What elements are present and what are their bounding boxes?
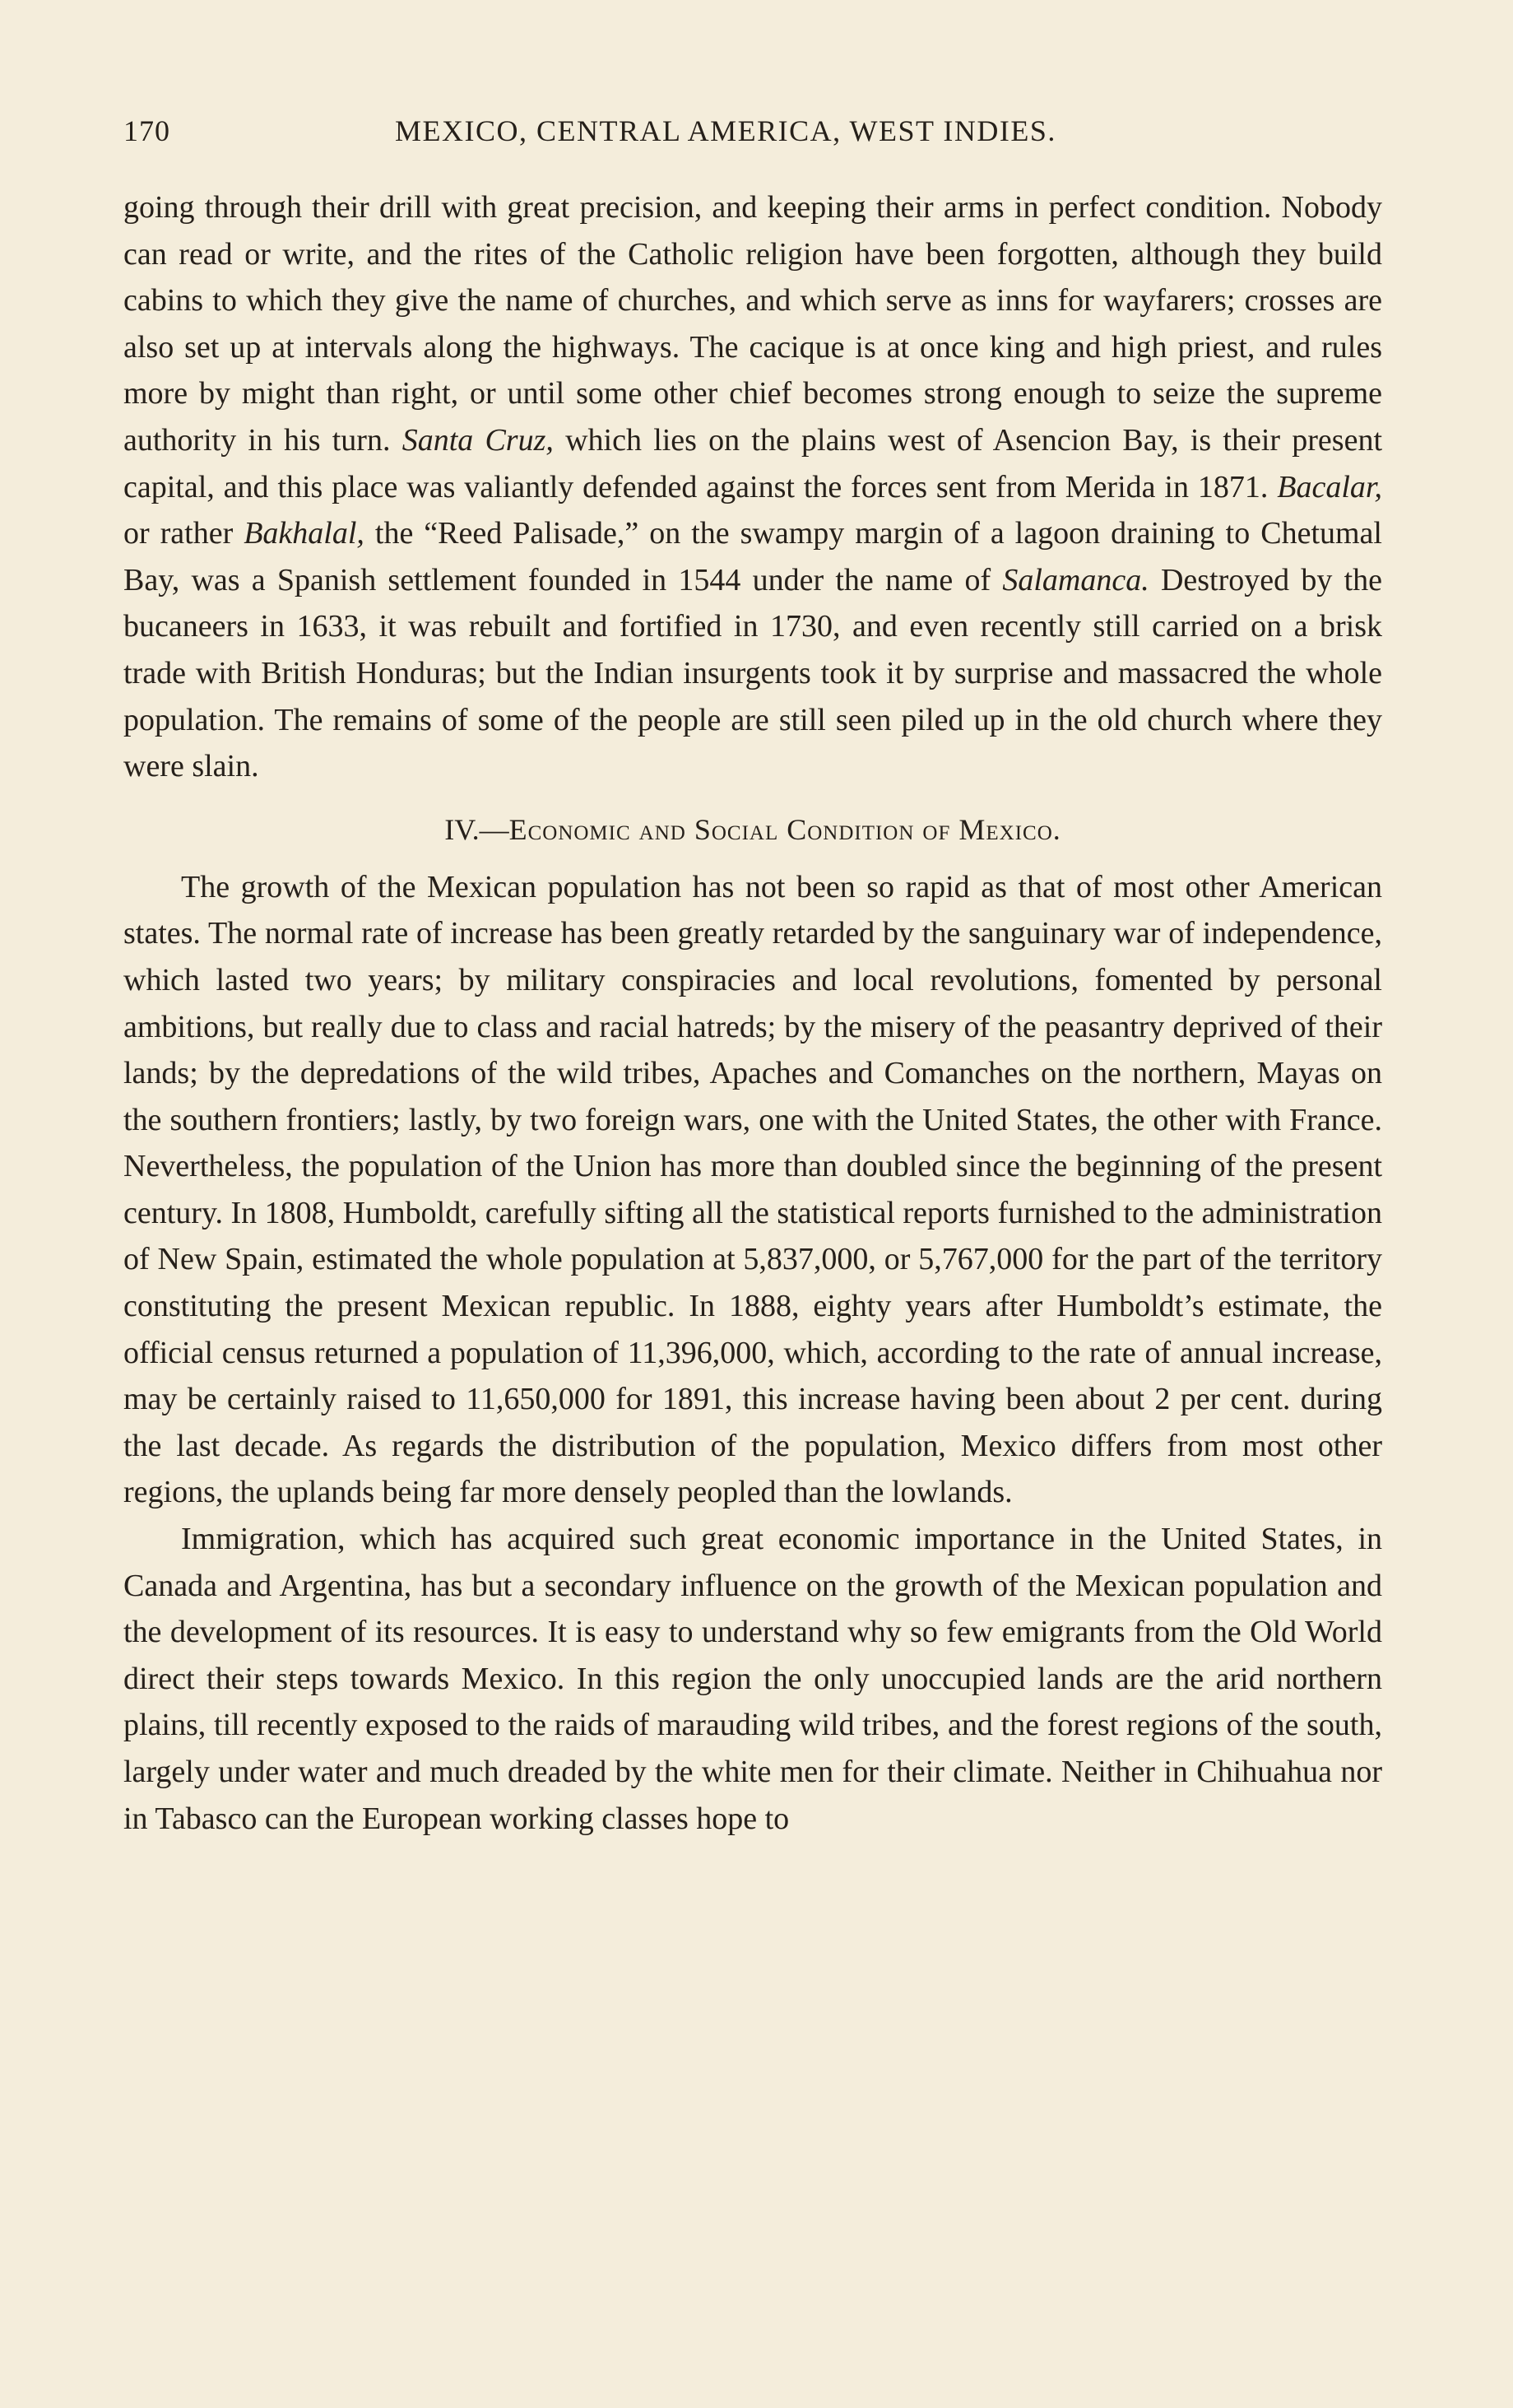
- paragraph-1-text-2: which lies on the plains west of Asencion Bay, is their present capital, and this place was valiantly defended against the forces sent from Merida in 1871.: [123, 422, 1383, 504]
- page-number: 170: [123, 114, 170, 147]
- paragraph-3: Immigration, which has acquired such great economic importance in the United States, in Canada and Argentina, has but a secondary influence on the growth of the Mexican population and the development of its resources. It is easy to understand why so few emigrants from the Old World direct their steps towards Mexico. In this region the only unoccupied lands are the arid northern plains, till recently exposed to the raids of marauding wild tribes, and the forest regions of the south, largely under water and much dreaded by the white men for their climate. Neither in Chihuahua nor in Tabasco can the European working classes hope to: [123, 1522, 1382, 1836]
- place-name-bakhalal: Bakhalal,: [244, 516, 364, 551]
- paragraph-2: The growth of the Mexican population has not been so rapid as that of most other American states. The normal rate of increase has been greatly retarded by the sanguinary war of independence, which lasted two years; by military conspiracies and local revolutions, fomented by personal ambitions, but really due to class and racial hatreds; by the misery of the peasantry deprived of their lands; by the depredations of the wild tribes, Apaches and Comanches on the northern, Mayas on the southern frontiers; lastly, by two foreign wars, one with the United States, the other with France. Nevertheless, the population of the Union has more than doubled since the beginning of the present century. In 1808, Humboldt, carefully sifting all the statistical reports furnished to the administration of New Spain, estimated the whole population at 5,837,000, or 5,767,000 for the part of the territory constituting the present Mexican republic. In 1888, eighty years after Humboldt’s estimate, the official census returned a population of 11,396,000, which, according to the rate of annual increase, may be certainly raised to 11,650,000 for 1891, this increase having been about 2 per cent. during the last decade. As regards the distribution of the population, Mexico differs from most other regions, the uplands being far more densely peopled than the lowlands.: [123, 869, 1382, 1510]
- page-header: [123, 114, 1382, 155]
- section-numeral: IV.—: [444, 812, 509, 846]
- place-name-santa-cruz: Santa Cruz,: [401, 422, 554, 458]
- section-heading: [123, 807, 1382, 853]
- section-title: Economic and Social Condition of Mexico.: [508, 812, 1061, 846]
- paragraph-1-text-5: Destroyed by the bucaneers in 1633, it was rebuilt and fortified in 1730, and even recently still carried on a brisk trade with British Honduras; but the Indian insurgents took it by surprise and massacred the whole population. The remains of some of the people are still seen piled up in the old church where they were slain.: [123, 562, 1382, 784]
- place-name-bacalar: Bacalar,: [1277, 469, 1382, 504]
- running-title: MEXICO, CENTRAL AMERICA, WEST INDIES.: [395, 114, 1056, 147]
- place-name-salamanca: Salamanca.: [1002, 562, 1149, 597]
- paragraph-1-text-4: the “Reed Palisade,” on the swampy margin of a lagoon draining to Chetumal Bay, was a Spanish settlement founded in 1544 under the name of: [123, 516, 1382, 597]
- body-text: [123, 184, 1382, 1842]
- paragraph-1-text-3: or rather: [123, 516, 244, 551]
- paragraph-1: [123, 184, 1382, 790]
- paragraph-1-text-1: going through their drill with great precision, and keeping their arms in perfect condition. Nobody can read or write, and the rites of the Catholic religion have been forgotten, although they build cabins to which they give the name of churches, and which serve as inns for wayfarers; crosses are also set up at intervals along the highways. The cacique is at once king and high priest, and rules more by might than right, or until some other chief becomes strong enough to seize the supreme authority in his turn.: [123, 190, 1382, 458]
